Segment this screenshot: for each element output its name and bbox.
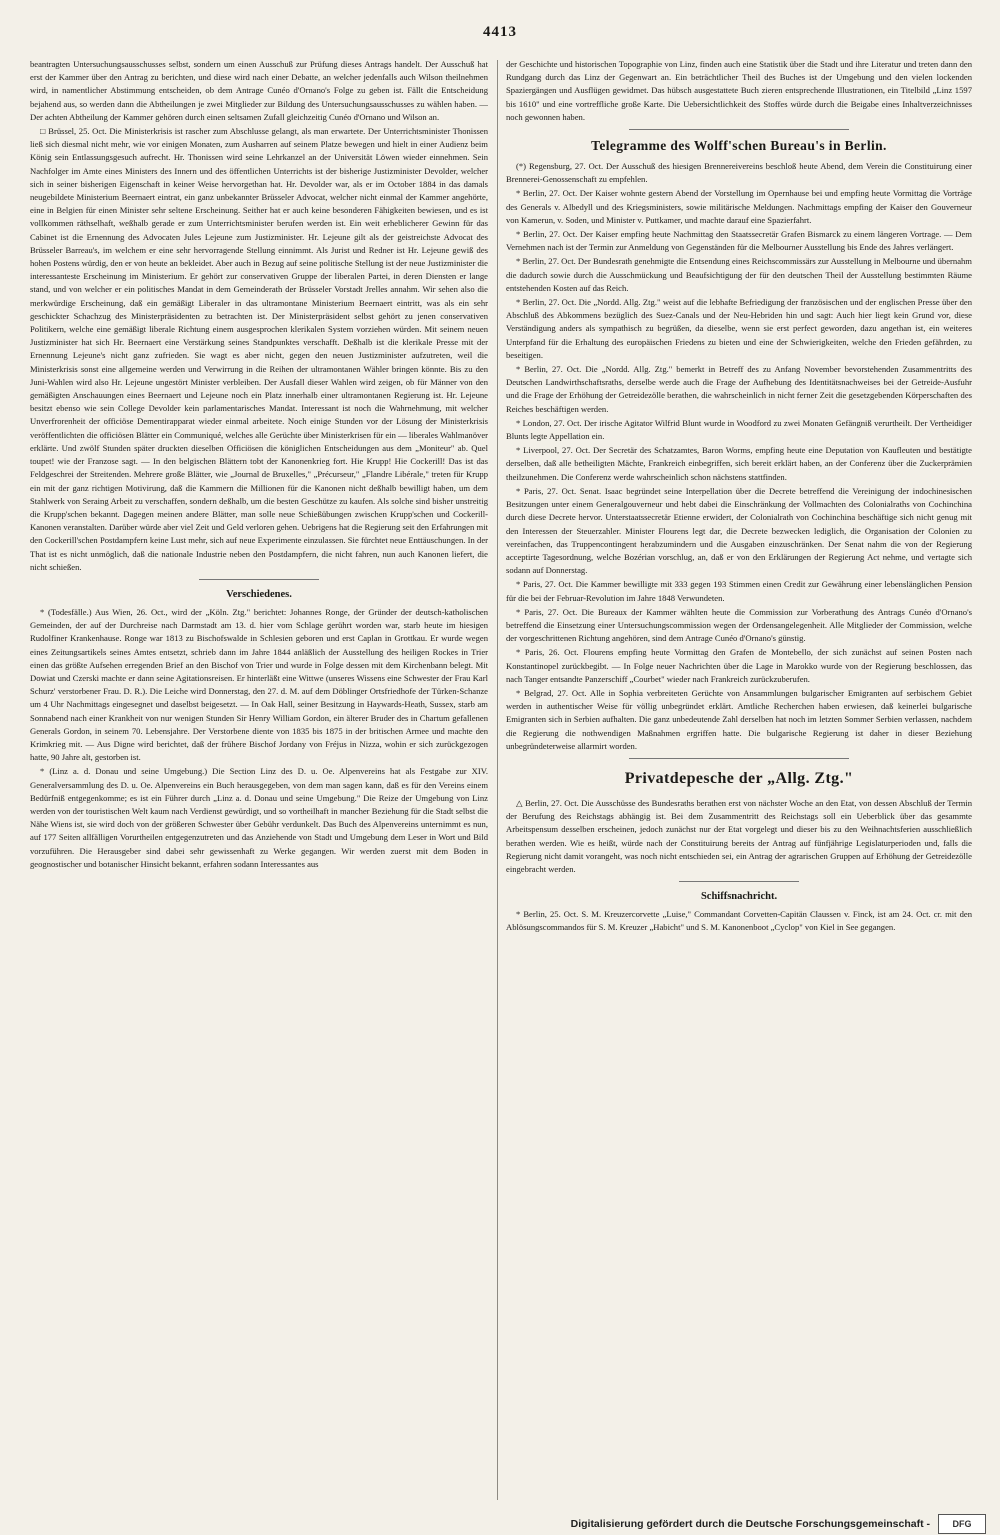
right-column [506,58,972,1503]
telegram-item: * Liverpool, 27. Oct. Der Secretär des Schatzamtes, Baron Worms, empfing heute eine Deputation von Kaufleuten und bestätigte derselben, daß alle betheiligten Mächte, Frankreich einbegriffen, sich bereit erklärt haben, an der Conferenz über die Zuckerprämien theilzunehmen. Die Conferenz werde wahrscheinlich schon nächstens stattfinden. [506,445,972,482]
ship-news-text: * Berlin, 25. Oct. S. M. Kreuzercorvette „Luise," Commandant Corvetten-Capitän Claussen v. Finck, ist am 24. Oct. cr. mit den Ablösungscommandos für S. M. Kreuzer „Habicht" und S. M. Kanonenboot „Cyclop" von Kiel in See gegangen. [506,909,972,933]
divider [629,129,849,130]
section-heading-verschiedenes: Verschiedenes. [226,588,292,600]
column-rule [497,60,498,1500]
telegram-item: * Belgrad, 27. Oct. Alle in Sophia verbreiteten Gerüchte von Ansammlungen bulgarischer Emigranten auf serbischem Gebiet werden in authentischer Weise für völlig unbegründet erklärt. Amtliche Recherchen haben erwiesen, daß keinerlei bulgarische Emigranten sich in Serbien aufhalten. Die ganz unbedeutende Zahl derselben hat noch im letzten Sommer Serbien verlassen, nachdem die Regierung die nothwendigen Maßnahmen ergriffen hatte. Die bulgarische Regierung ist daher in dieser Beziehung unbegründeterweise allarmirt worden. [506,687,972,751]
heading-ship-news: Schiffsnachricht. [700,891,778,903]
article-linz-continued: der Geschichte und historischen Topographie von Linz, finden auch eine Statistik über die Stadt und ihre Literatur und treten dann den Rundgang durch das Linz der Gegenwart an. Ein beträchtlicher Theil des Buches ist der Umgebung und den vielen lockenden Spaziergängen und Ausflügen gewidmet. Das hübsch ausgestattete Buch zieren entsprechende Illustrationen, ein Titelbild „Linz 1597 bis 1610" und eine vortreffliche große Karte. Die Uebersichtlichkeit des Stoffes würde durch die Beigabe eines Inhaltverzeichnisses noch gewonnen haben. [506,59,972,122]
heading-private-dispatch: Privatdepesche der „Allg. Ztg." [624,769,854,787]
telegram-item: * Berlin, 27. Oct. Der Bundesrath genehmigte die Entsendung eines Reichscommissärs zur Ausstellung in Melbourne und übernahm die dadurch sowie durch die Ausschmückung und Beaufsichtigung der für den deutschen Theil der Ausstellung bestimmten Räume entstehenden Kosten auf das Reich. [506,256,972,293]
divider [199,579,319,580]
divider [679,881,799,882]
dfg-logo: DFG [938,1514,986,1534]
telegram-item: * Paris, 27. Oct. Die Kammer bewilligte mit 333 gegen 193 Stimmen einen Credit zur Gewährung einer lebenslänglichen Pension für die bei der Februar-Revolution im Jahre 1848 Verwundeten. [506,579,972,603]
footer-credit: Digitalisierung gefördert durch die Deutsche Forschungsgemeinschaft - [570,1518,930,1530]
telegram-item: * Berlin, 27. Oct. Die „Nordd. Allg. Ztg." weist auf die lebhafte Befriedigung der französischen und der englischen Presse über den Abschluß des Abkommens bezüglich des Suez-Canals und der Neu-Hebriden hin und sagt: Auch hier liegt kein Grund vor, diese Verständigung anders als sympathisch zu begrüßen, da dieselbe, wenn sie erst perfect geworden, dazu angethan ist, ein weiteres Unterpfand für die Erhaltung des europäischen Friedens zu bieten und eine der Schwierigkeiten, welche den Frieden gefährden, zu beseitigen. [506,297,972,360]
article-brussels: □ Brüssel, 25. Oct. Die Ministerkrisis ist rascher zum Abschlusse gelangt, als man erwartete. Der Unterrichtsminister Thonissen ließ sich diesmal nicht mehr, wie vor einigen Monaten, zum Ausharren auf seinem Platze bewegen und hielt in einer Audienz beim König sein Entlassungsgesuch aufrecht. Hr. Thonissen wird seine Lehrkanzel an der Universität Löwen wieder einnehmen. Sein Nachfolger im Amte eines Ministers des Innern und des öffentlichen Unterrichts ist der bisherige Justizminister Devolder, welcher sich in seiner bisherigen Eigenschaft in keiner Weise hervorgethan hat. Hr. Devolder war, als er im October 1884 in das damals neugebildete Ministerium Beernaert eintrat, ein ganz unbekannter Brüsseler Advocat, welcher nicht einmal der Kammer angehörte, eine in Belgien für einen Minister sehr seltene Erscheinung. Seither hat er auch keine besonderen Fähigkeiten bewiesen, und es ist vollkommen räthselhaft, weßhalb gerade er zum Unterrichtsminister berufen werden ist. Ein weit erheblicherer Gewinn für das Cabinet ist die Ernennung des Advocaten Jules Lejeune zum Justizminister. Hr. Lejeune gilt als der geistreichste Advocat des Brüsseler Barreau's, im welchem er eine sehr hervorragende Stellung einnimmt. Als Jurist und Redner ist Hr. Lejeune gewiß des hohen Postens würdig, den er von heute an bekleidet. Aber auch in Bezug auf seine politische Stellung ist der neue Justizminister die interessanteste Erscheinung im Ministerium. Er gehört zur conservativen Gruppe der liberalen Partei, in deren Diensten er lange stand, und von welcher er ein politisches Mandat in dem Gemeinderath der Brüsseler Vorstadt Jrelles annahm. Wir sehen also die merkwürdige Erscheinung, daß ein gemäßigt Liberaler in das ultramontane Ministerium Beernaert eintritt, was als ein sehr geschickter Schachzug des Ministerpräsidenten zu betrachten ist. Der Ministerpräsident selbst gehört zu jenen conservativen Politikern, welche eine gemäßigt liberale Richtung einem ausgesprochen klerikalen System vorziehen würden. Mit seinem neuen Justizminister hat sich Hr. Beernaert eine Verstärkung seines Standpunktes verschafft. Deßhalb ist die klerikale Presse mit der Ernennung Lejeune's nicht ganz zufrieden. Sie wagt es aber nicht, gegen den neuen Justizminister aufzutreten, weil die Ministerkrisis sonst eine allgemeine werden und Verwirrung in die Reihen der ultramontanen Wähler bringen könnte. Bis zu den Juni-Wahlen wird also Hr. Lejeune ungestört Minister verbleiben. Der Ausfall dieser Wahlen wird zeigen, ob für Männer von den gemäßigten Anschauungen eines Beernaert und Lejeune noch ein Platz innerhalb einer ultramontanen Regierung ist. Hr. Lejeune besitzt ebenso wie sein College Devolder kein parlamentarisches Mandat. Interessant ist noch die Wahrnehmung, mit welcher Unverfrorenheit der officiöse Dementirapparat wieder einmal arbeitete. Noch einige Stunden vor der Lösung der Ministerkrisis veröffentlichten die officiösen Blätter ein Communiqué, welches alle Gerüchte über Ministerkrisen für ein — liberales Wahlmanöver erklärte. Und zwölf Stunden später druckten dieselben Officiösen die königlichen Entscheidungen aus dem „Moniteur" ab. Quel toupet! wie der Franzose sagt. — In den belgischen Blättern tobt der Kanonenkrieg fort. Hie Krupp! Hie Cockerill! Das ist das Feldgeschrei der Streitenden. Mehrere große Blätter, wie „Journal de Bruxelles," „Précurseur," „Flandre Libérale," treten für Krupp ein mit der ganz richtigen Motivirung, daß die Kammern die Millionen für die Kanonen nicht deßhalb bewilligt haben, um dem Stahlwerk von Seraing Arbeit zu verschaffen, sondern deßhalb, um die besten Geschütze zu kaufen. Als solche sind bisher unstreitig die Krupp'schen bekannt. Dagegen meinen andere Blätter, man solle neue Schießübungen zwischen Krupp'schen und Cockerill-Kanonen veranstalten. Darüber würde aber viel Zeit und Geld verloren gehen. Uebrigens hat die Regierung seit den Erfahrungen mit den Cockerill'schen Postdampfern keine Lust mehr, sich auf neue Experimente einzulassen. Sie fürchtet neue Enttäuschungen. In der That ist es nicht unmöglich, daß die nationale Industrie neben den Postdampfern, die nicht fahren, nun auch Kanonen liefert, die nicht schießen. [30,126,488,572]
heading-telegrams: Telegramme des Wolff'schen Bureau's in Berlin. [591,138,887,154]
telegram-item: * Berlin, 27. Oct. Der Kaiser wohnte gestern Abend der Vorstellung im Opernhause bei und empfing heute Vormittag die Vorträge des Generals v. Albedyll und des Kriegsministers, sowie militärische Meldungen. Nachmittags empfing der Kaiser den Gouverneur von Kamerun, v. Soden, und Minister v. Puttkamer, und machte darauf eine Spazierfahrt. [506,188,972,225]
private-dispatch-text: △ Berlin, 27. Oct. Die Ausschüsse des Bundesraths berathen erst von nächster Woche an den Etat, von dessen Abschluß der Termin der Berufung des Reichstags abhängig ist. Bei dem Zusammentritt des Reichstags soll ein Ueberblick über das gesammte Arbeitspensum desselben erscheinen, jedoch zunächst nur der Etat vorgelegt und dieser bis zu den Weihnachtsferien ausschließlich berathen werden. Wie es heißt, würde nach der Constituirung bereits der Antrag auf fünfjährige Legislaturperioden und, falls die Regierung nicht damit vorangeht, was noch nicht entschieden sei, ein Antrag der agrarischen Gruppen auf Erhöhung der Getreidezölle eingebracht werden. [506,797,972,874]
article-linz: * (Linz a. d. Donau und seine Umgebung.) Die Section Linz des D. u. Oe. Alpenvereins hat als Festgabe zur XIV. Generalversammlung des D. u. Oe. Alpenvereins ein Buch herausgegeben, von dem man sagen kann, daß es für den Vereins einem Bedürfniß entgegenkomme; es ist ein Führer durch „Linz a. d. Donau und seine Umgebung." Die Reize der Umgebung von Linz werden von der touristischen Welt kaum nach Verdienst gewürdigt, und so vortheilhaft in mancher Beziehung für die Stadt selbst die Nähe Wiens ist, sie wird doch von der größeren Schwester über Gebühr verdunkelt. Das Buch des Alpenvereins unternimmt es nun, auf 177 Seiten allfälligen Vorurtheilen entgegenzutreten und das Anziehende von Stadt und Umgebung dem Leser in Wort und Bild vorzuführen. Die Herausgeber sind dabei sehr gewissenhaft zu Werke gegangen. Wir werden zuerst mit dem Boden in geognostischer und botanischer Hinsicht bekannt, erfahren sodann Interessantes aus [30,766,488,869]
telegram-item: * Paris, 27. Oct. Die Bureaux der Kammer wählten heute die Commission zur Vorberathung des Antrags Cunéo d'Ornano's betreffend die Einsetzung einer Untersuchungscommission wegen der Ordensangelegenheit. Alle Mitglieder der Commission, welche der vorgeschrittenen Richtung angehören, sind dem Antrage Cunéo d'Ornano's günstig. [506,606,972,644]
telegram-item: * Paris, 27. Oct. Senat. Isaac begründet seine Interpellation über die Decrete betreffend die Vereinigung der indochinesischen Besitzungen unter einem Generalgouverneur und hebt dabei die Einschränkung der Vollmachten des Colonialraths von Cochinchina durch diese Decrete hervor. Unterstaatssecretär Etienne erwidert, der Colonialrath von Cochinchina beschäftige sich nicht genug mit den Interessen der Steuerzahler. Minister Flourens legt dar, die Decrete bezwecken lediglich, die Organisation der Colonien zu vereinfachen, das Truppencontingent herabzumindern und die Ausgaben einzuschränken. Der Senat nahm die von der Regierung acceptirte Tagesordnung, welche Bozérian vorschlug, an, daß er von den Erklärungen der Regierung Act nehme, und vertagte sich sodann auf Donnerstag. [506,485,972,576]
divider [629,758,849,759]
telegram-item: * Berlin, 27. Oct. Der Kaiser empfing heute Nachmittag den Staatssecretär Grafen Bismarck zu einem längeren Vortrage. — Dem Vernehmen nach ist der Termin zur Anmeldung von Gegenständen für die Melbourner Ausstellung bis Ende des Jahres verlängert. [506,229,972,253]
telegram-item: * Paris, 26. Oct. Flourens empfing heute Vormittag den Grafen de Montebello, der sich zunächst auf seinen Posten nach Konstantinopel zurückbegibt. — In Folge neuer Nachrichten über die Lage in Marokko wurde von der Regierung beschlossen, das nach Tanger entsandte Panzerschiff „Courbet" wieder nach Frankreich zurückzuberufen. [506,647,972,684]
article-deaths: * (Todesfälle.) Aus Wien, 26. Oct., wird der „Köln. Ztg." berichtet: Johannes Ronge, der Gründer der deutsch-katholischen Gemeinden, der auf der Durchreise nach Darmstadt am 13. d. hier vom Schlage gerührt worden war, starb heute im hiesigen Rudolfiner Krankenhause. Ronge war 1813 zu Bischofswalde in Schlesien geboren und erst Caplan in Grottkau. Er wurde wegen eines Zeitungsartikels seines Amtes entsetzt, schrieb dann im Jahre 1844 anläßlich der Ausstellung des heiligen Rockes in Trier einen das größte Aufsehen erregenden Brief an den Bischof von Trier und wurde in Folge dessen mit dem Kirchenbann belegt. Mit Dowiat und Czerski machte er dann seine Agitationsreisen. Er hinterläßt eine Wittwe (unseres Wissens eine Schwester der Frau Karl Schurz' verstorbener Frau. D. R.). Die Leiche wird Donnerstag, den 27. d. M. auf dem Döblinger Ortsfriedhofe der Türken-Schanze um 4 Uhr Nachmittags eingesegnet und daselbst beigesetzt. — In Oak Hall, seiner Besitzung in Haywards-Heath, Sussex, starb am Sonnabend nach einer Krankheit von nur wenigen Stunden Sir Henry William Gordon, ein älterer Bruder des in Chartum gefallenen Generals Gordon, in seinem 70. Lebensjahre. Der Verstorbene diente von 1835 bis 1875 in der britischen Armee und machte den Krimkrieg mit. — Aus Digne wird berichtet, daß der frühere Bischof Jordany von Fréjus in Nizza, wohin er sich zurückgezogen hatte, 90 Jahre alt, gestorben ist. [30,606,488,763]
telegram-item: * Berlin, 27. Oct. Die „Nordd. Allg. Ztg." bemerkt in Betreff des zu Anfang November bevorstehenden Zusammentritts des Deutschen Landwirthschaftsraths, derselbe werde auch die Frage der Aufhebung des Identitätsnachweises bei der Getreide-Ausfuhr und die Frage der Erhöhung der Getreidezölle berathen, die wahrscheinlich in nicht ferner Zeit die gesetzgebenden Körperschaften des Reiches beschäftigen werden. [506,364,972,414]
left-column [30,58,488,1503]
telegram-item: (*) Regensburg, 27. Oct. Der Ausschuß des hiesigen Brennereivereins beschloß heute Abend, dem Verein die Constituirung einer Brennerei-Genossenschaft zu empfehlen. [506,161,972,185]
telegram-item: * London, 27. Oct. Der irische Agitator Wilfrid Blunt wurde in Woodford zu zwei Monaten Gefängniß verurtheilt. Der Vertheidiger Blunts legte Appellation ein. [506,417,972,442]
article-paragraph: beantragten Untersuchungsausschusses selbst, sondern um einen Ausschuß zur Prüfung dieses Antrags handelt. Der Ausschuß hat erst der Kammer über den Antrag zu berichten, und diese wird nach einer Debatte, an welcher jedenfalls auch Wilson theilnehmen wird, in namentlicher Abstimmung entscheiden, ob dem Antrage Cunéo d'Ornano's Folge zu geben ist. Fällt die Entscheidung bejahend aus, so werden dann die Abtheilungen je zwei Mitglieder zur Bildung des Untersuchungsausschusses zu wählen haben. — Der achten Abtheilung der Kammer gehören durch einen seltsamen Zufall gleichzeitig Cunéo d'Ornano und Wilson an. [30,59,488,122]
page-number: 4413 [483,24,517,40]
